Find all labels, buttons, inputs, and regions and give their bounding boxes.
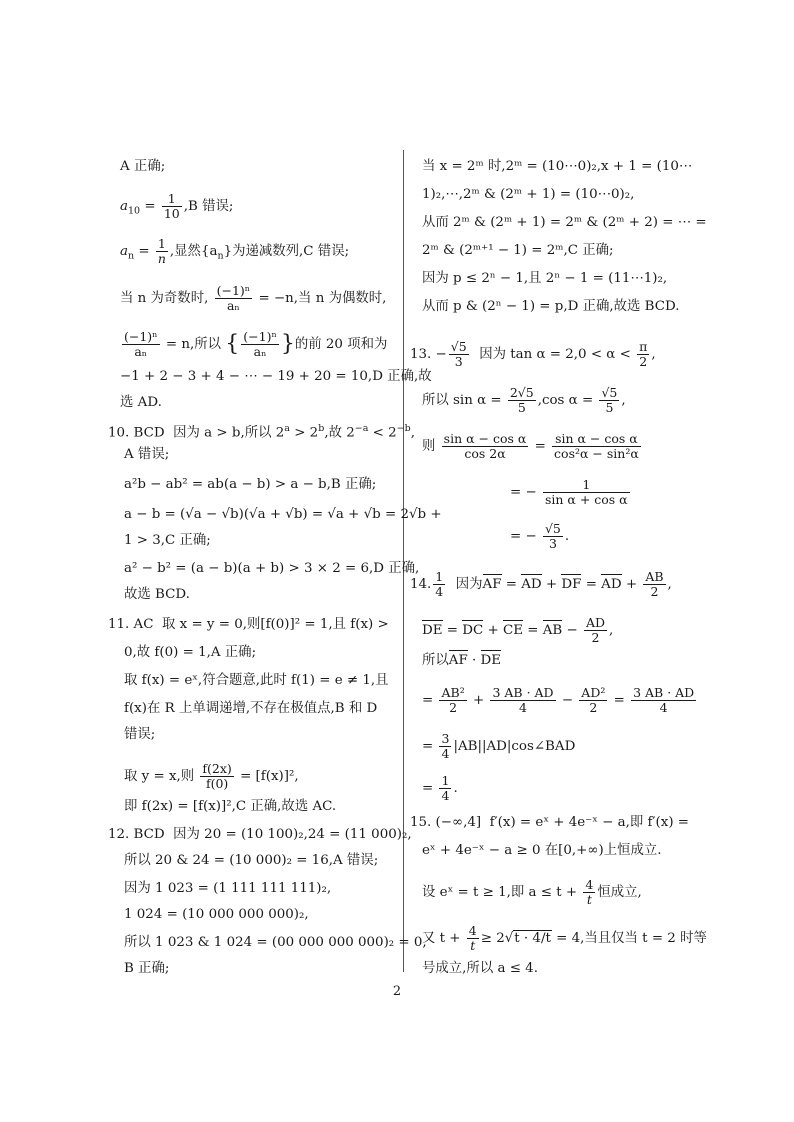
sqrt-expression: t · 4/t [514,931,551,946]
page-number: 2 [392,984,402,999]
fraction: $\frac{1}{\text{sin α + cos α}}$ [544,477,628,507]
q9-line-3: $a_n$ = $\frac{1}{n}$ ,显然$\{a_n\}$为递减数列,C 错误; [120,236,350,266]
q9-line-1: A 正确; [120,159,166,174]
q12-cont-line-1: 当 x = 2ᵐ 时,2ᵐ = (10⋯0)₂,x + 1 = (10⋯ [422,159,693,174]
q12-line-1: 12. BCD 因为 20 = (10 100)₂,24 = (11 000)₂, [108,827,412,842]
fraction: $\frac{f(2x)}{f(0)}$ [202,761,232,791]
q10-line-5: 1 > 3,C 正确; [124,533,211,548]
q11-line-7: 即 f(2x) = [f(x)]²,C 正确,故选 AC. [124,799,337,814]
q14-line-2: DE = DC + CE = AB − $\frac{AD}{2}$ , [422,615,614,645]
q10-line-3: a²b − ab² = ab(a − b) > a − b,B 正确; [124,477,377,492]
q13-line-4: = − $\frac{1}{\text{sin α + cos α}}$ [510,477,628,507]
fraction: $\frac{1}{n}$ [157,236,166,266]
fraction: $\frac{√5}{3}$ [450,339,467,369]
q9-line-6: −1 + 2 − 3 + 4 − ⋯ − 19 + 20 = 10,D 正确,故 [120,369,432,384]
fraction: $\frac{3 AB \cdot AD}{4}$ [492,685,554,715]
fraction: $\frac{AB}{2}$ [645,569,664,599]
q12-line-5: 所以 1 023 & 1 024 = (00 000 000 000)₂ = 0, [124,935,427,950]
q10-line-6: a² − b² = (a − b)(a + b) > 3 × 2 = 6,D 正确, [124,561,420,576]
q14-line-3: 所以AF · DE [422,653,502,668]
fraction: $\frac{3 AB \cdot AD}{4}$ [633,685,695,715]
fraction: $\frac{1}{4}$ [441,773,450,803]
fraction: $\frac{4}{t}$ [585,877,594,907]
q9-line-7: 选 AD. [120,395,162,410]
q10-line-1: 10. BCD 因为 a > b,所以 $2^a > 2^b$,故 $2^{-a} < 2^{-b}$, [108,423,415,441]
q14-line-6: = $\frac{1}{4}$ . [422,773,458,803]
fraction: $\frac{2√5}{5}$ [509,385,534,415]
fraction: $\frac{3}{4}$ [441,731,450,761]
fraction: $\frac{\text{AD²}}{2}$ [581,685,606,715]
fraction: $\frac{\pi}{2}$ [639,339,648,369]
fraction: $\frac{\text{(−1)ⁿ}}{\text{aₙ}}$ [243,329,277,359]
q12-cont-line-2: 1)₂,⋯,2ᵐ & (2ᵐ + 1) = (10⋯0)₂, [422,187,635,202]
q13-line-5: = − $\frac{√5}{3}$ . [510,521,570,551]
fraction: $\frac{√5}{5}$ [601,385,618,415]
q12-cont-line-3: 从而 2ᵐ & (2ᵐ + 1) = 2ᵐ & (2ᵐ + 2) = ⋯ = [422,215,707,230]
q13-line-1: 13. − $\frac{√5}{3}$ 因为 tan α = 2,0 < α < $\frac{\pi}{2}$ , [410,339,656,369]
q12-cont-line-4: 2ᵐ & (2ᵐ⁺¹ − 1) = 2ᵐ,C 正确; [422,243,614,258]
fraction: $\frac{\text{sin α − cos α}}{\cos 2\alpha}$ [443,431,527,461]
q11-line-6: 取 y = x,则 $\frac{f(2x)}{f(0)}$ = [f(x)]², [124,761,299,791]
fraction: $\frac{4}{t}$ [468,923,477,953]
q12-line-3: 因为 1 023 = (1 111 111 111)₂, [124,881,332,896]
q12-line-4: 1 024 = (10 000 000 000)₂, [124,907,309,922]
q9-line-4: 当 n 为奇数时, $\frac{\text{(−1)ⁿ}}{\text{aₙ}}$ = −n,当 n 为偶数时, [120,283,387,313]
fraction: $\frac{AD}{2}$ [585,615,606,645]
q12-line-2: 所以 20 & 24 = (10 000)₂ = 16,A 错误; [124,853,379,868]
q12-cont-line-5: 因为 p ≤ 2ⁿ − 1,且 2ⁿ − 1 = (11⋯1)₂, [422,271,668,286]
q12-cont-line-6: 从而 p & (2ⁿ − 1) = p,D 正确,故选 BCD. [422,299,680,314]
q15-line-4: 又 t + $\frac{4}{t}$ ≥ 2√t · 4/t = 4,当且仅当 t = 2 时等 [422,923,707,953]
q15-line-2: eˣ + 4e⁻ˣ − a ≥ 0 在[0,+∞)上恒成立. [422,843,662,858]
q11-line-2: 0,故 f(0) = 1,A 正确; [124,645,257,660]
q10-line-7: 故选 BCD. [124,587,190,602]
q13-line-3: 则 $\frac{\text{sin α − cos α}}{\cos 2\alpha}$ = $\frac{\text{sin α − cos α}}{\text{cos²α − sin²α}}$ [422,431,639,461]
q11-line-3: 取 f(x) = eˣ,符合题意,此时 f(1) = e ≠ 1,且 [124,673,389,688]
q10-line-4: a − b = (√a − √b)(√a + √b) = √a + √b = 2√b + [124,507,442,522]
q15-line-1: 15. (−∞,4] f′(x) = eˣ + 4e⁻ˣ − a,即 f′(x) = [410,815,690,830]
q11-line-4: f(x)在 R 上单调递增,不存在极值点,B 和 D [124,701,378,716]
q11-line-1: 11. AC 取 x = y = 0,则[f(0)]² = 1,且 f(x) > [108,617,389,632]
q14-line-4: = $\frac{\text{AB²}}{2}$ + $\frac{3 AB \cdot AD}{4}$ − $\frac{\text{AD²}}{2}$ = $\frac{3 AB \cdot AD}{4}$ [422,685,695,715]
fraction: $\frac{1}{4}$ [435,569,444,599]
q9-line-2: $a_{10}$ = $\frac{1}{10}$ ,B 错误; [120,191,234,221]
q14-line-5: = $\frac{3}{4}$ |AB||AD|cos∠BAD [422,731,576,761]
q12-line-6: B 正确; [124,961,170,976]
q14-line-1: 14. $\frac{1}{4}$ 因为AF = AD + DF = AD + $\frac{AB}{2}$ , [410,569,672,599]
fraction: $\frac{√5}{3}$ [544,521,561,551]
fraction: $\frac{\text{(−1)ⁿ}}{\text{aₙ}}$ [216,283,251,313]
fraction: $\frac{\text{(−1)ⁿ}}{\text{aₙ}}$ [124,329,158,359]
q13-line-2: 所以 sin α = $\frac{2√5}{5}$ ,cos α = $\frac{√5}{5}$ , [422,385,626,415]
fraction: $\frac{\text{sin α − cos α}}{\text{cos²α − sin²α}}$ [554,431,639,461]
fraction: $\frac{1}{10}$ [163,191,180,221]
fraction: $\frac{\text{AB²}}{2}$ [441,685,465,715]
q11-line-5: 错误; [124,727,156,742]
q10-line-2: A 错误; [124,447,170,462]
q15-line-5: 号成立,所以 a ≤ 4. [422,961,538,976]
q15-line-3: 设 eˣ = t ≥ 1,即 a ≤ t + $\frac{4}{t}$ 恒成立, [422,877,642,907]
q9-line-5: $\frac{\text{(−1)ⁿ}}{\text{aₙ}}$ = n,所以 { $\frac{\text{(−1)ⁿ}}{\text{aₙ}}$ }的前 20 项和为 [124,329,388,359]
